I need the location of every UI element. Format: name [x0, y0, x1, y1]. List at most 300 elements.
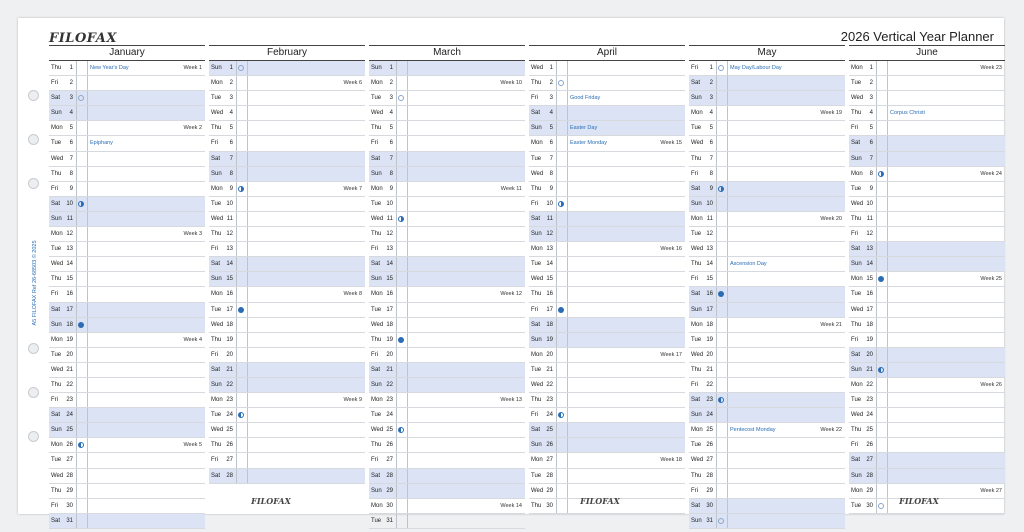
- day-row[interactable]: [369, 318, 525, 333]
- day-row[interactable]: [849, 76, 1005, 91]
- last-quarter-moon-icon: [238, 412, 244, 418]
- day-row[interactable]: [49, 393, 205, 408]
- day-row[interactable]: [849, 212, 1005, 227]
- day-row[interactable]: [529, 136, 685, 151]
- weekday-label: Tue: [371, 306, 382, 313]
- day-row[interactable]: [529, 469, 685, 484]
- day-row[interactable]: [369, 469, 525, 484]
- day-row[interactable]: [209, 76, 365, 91]
- day-row[interactable]: [49, 333, 205, 348]
- column-divider: [87, 167, 88, 181]
- weekday-label: Wed: [691, 351, 704, 358]
- column-divider: [876, 438, 877, 452]
- day-row[interactable]: [529, 242, 685, 257]
- day-row[interactable]: [849, 287, 1005, 302]
- day-row[interactable]: [849, 242, 1005, 257]
- day-row[interactable]: [49, 499, 205, 514]
- column-divider: [887, 91, 888, 105]
- day-number: 29: [706, 487, 713, 494]
- column-divider: [727, 61, 728, 75]
- day-row[interactable]: [209, 121, 365, 136]
- column-divider: [876, 242, 877, 256]
- day-row[interactable]: [529, 61, 685, 76]
- day-row[interactable]: [209, 227, 365, 242]
- day-row[interactable]: [689, 469, 845, 484]
- day-row[interactable]: [369, 136, 525, 151]
- day-row[interactable]: [369, 91, 525, 106]
- day-row[interactable]: [849, 378, 1005, 393]
- day-row[interactable]: [369, 106, 525, 121]
- day-row[interactable]: [369, 499, 525, 514]
- weekday-label: Wed: [371, 215, 384, 222]
- day-row[interactable]: [369, 287, 525, 302]
- column-divider: [716, 287, 717, 301]
- weekday-label: Wed: [51, 472, 64, 479]
- day-number: 7: [69, 155, 73, 162]
- day-row[interactable]: [209, 423, 365, 438]
- day-number: 22: [706, 381, 713, 388]
- column-divider: [716, 91, 717, 105]
- column-divider: [887, 197, 888, 211]
- weekday-label: Mon: [371, 185, 383, 192]
- weekday-label: Thu: [51, 276, 62, 283]
- day-row[interactable]: [529, 303, 685, 318]
- column-divider: [567, 106, 568, 120]
- day-row[interactable]: [689, 303, 845, 318]
- day-row[interactable]: [49, 318, 205, 333]
- column-divider: [247, 287, 248, 301]
- week-number: Week 22: [820, 427, 842, 434]
- day-row[interactable]: [49, 121, 205, 136]
- day-row[interactable]: [529, 121, 685, 136]
- weekday-label: Tue: [531, 261, 542, 268]
- day-row[interactable]: [849, 333, 1005, 348]
- column-divider: [247, 91, 248, 105]
- column-divider: [887, 182, 888, 196]
- day-number: 6: [549, 140, 553, 147]
- day-row[interactable]: [209, 469, 365, 484]
- column-divider: [716, 136, 717, 150]
- day-row[interactable]: [209, 152, 365, 167]
- day-row[interactable]: [529, 212, 685, 227]
- day-row[interactable]: [369, 152, 525, 167]
- day-number: 28: [66, 472, 73, 479]
- column-divider: [567, 257, 568, 271]
- weekday-label: Mon: [51, 336, 63, 343]
- weekday-label: Mon: [531, 351, 543, 358]
- column-divider: [247, 106, 248, 120]
- day-row[interactable]: [849, 393, 1005, 408]
- day-row[interactable]: [209, 318, 365, 333]
- column-divider: [87, 484, 88, 498]
- day-number: 18: [386, 321, 393, 328]
- day-number: 13: [546, 246, 553, 253]
- day-row[interactable]: [529, 378, 685, 393]
- day-row[interactable]: [209, 287, 365, 302]
- day-row[interactable]: [49, 242, 205, 257]
- column-divider: [876, 363, 877, 377]
- day-row[interactable]: [209, 363, 365, 378]
- day-row[interactable]: [49, 106, 205, 121]
- day-row[interactable]: [849, 408, 1005, 423]
- day-row[interactable]: [849, 121, 1005, 136]
- column-divider: [247, 469, 248, 483]
- day-row[interactable]: [209, 272, 365, 287]
- day-row[interactable]: [209, 303, 365, 318]
- weekday-label: Sun: [531, 125, 542, 132]
- day-row[interactable]: [689, 514, 845, 529]
- day-row[interactable]: [369, 257, 525, 272]
- day-row[interactable]: [529, 257, 685, 272]
- day-row[interactable]: [849, 453, 1005, 468]
- day-row[interactable]: [209, 182, 365, 197]
- day-row[interactable]: [209, 136, 365, 151]
- day-row[interactable]: [49, 484, 205, 499]
- column-divider: [716, 348, 717, 362]
- column-divider: [247, 257, 248, 271]
- weekday-label: Tue: [211, 95, 222, 102]
- day-row[interactable]: [369, 363, 525, 378]
- column-divider: [876, 106, 877, 120]
- day-row[interactable]: [689, 484, 845, 499]
- column-divider: [247, 136, 248, 150]
- weekday-label: Sun: [51, 427, 62, 434]
- column-divider: [396, 182, 397, 196]
- day-row[interactable]: [849, 91, 1005, 106]
- day-row[interactable]: [209, 61, 365, 76]
- day-row[interactable]: [529, 318, 685, 333]
- column-divider: [87, 136, 88, 150]
- day-row[interactable]: [369, 453, 525, 468]
- day-row[interactable]: [849, 363, 1005, 378]
- day-row[interactable]: [689, 272, 845, 287]
- day-number: 1: [229, 65, 233, 71]
- day-row[interactable]: [849, 136, 1005, 151]
- punch-hole: [28, 90, 39, 101]
- day-number: 28: [546, 472, 553, 479]
- day-row[interactable]: [689, 91, 845, 106]
- day-row[interactable]: [529, 167, 685, 182]
- column-divider: [727, 333, 728, 347]
- day-row[interactable]: [689, 453, 845, 468]
- day-row[interactable]: [49, 167, 205, 182]
- day-row[interactable]: [529, 76, 685, 91]
- day-row[interactable]: [369, 514, 525, 529]
- day-row[interactable]: [849, 438, 1005, 453]
- day-row[interactable]: [49, 212, 205, 227]
- day-row[interactable]: [849, 423, 1005, 438]
- day-row[interactable]: [689, 182, 845, 197]
- day-row[interactable]: [369, 333, 525, 348]
- day-row[interactable]: [369, 61, 525, 76]
- day-number: 6: [709, 140, 713, 147]
- day-row[interactable]: [369, 197, 525, 212]
- column-divider: [87, 408, 88, 422]
- day-row[interactable]: [529, 182, 685, 197]
- day-row[interactable]: [849, 61, 1005, 76]
- day-row[interactable]: [849, 272, 1005, 287]
- weekday-label: Mon: [211, 397, 223, 404]
- new-moon-icon: [238, 65, 244, 71]
- column-divider: [556, 469, 557, 483]
- weekday-label: Sun: [211, 170, 222, 177]
- week-number: Week 11: [500, 185, 522, 192]
- column-divider: [396, 152, 397, 166]
- column-divider: [87, 287, 88, 301]
- day-number: 6: [69, 140, 73, 147]
- day-row[interactable]: [689, 152, 845, 167]
- day-row[interactable]: [209, 453, 365, 468]
- day-row[interactable]: [849, 348, 1005, 363]
- day-row[interactable]: [689, 438, 845, 453]
- day-number: 21: [866, 366, 873, 373]
- day-row[interactable]: [689, 61, 845, 76]
- day-row[interactable]: [209, 197, 365, 212]
- day-row[interactable]: [209, 438, 365, 453]
- day-row[interactable]: [49, 227, 205, 242]
- column-divider: [876, 484, 877, 498]
- day-row[interactable]: [49, 514, 205, 529]
- day-row[interactable]: [209, 378, 365, 393]
- day-number: 2: [709, 80, 713, 87]
- day-row[interactable]: [369, 348, 525, 363]
- day-row[interactable]: [849, 469, 1005, 484]
- column-divider: [887, 363, 888, 377]
- day-number: 11: [706, 215, 713, 222]
- day-row[interactable]: [529, 453, 685, 468]
- weekday-label: Wed: [531, 65, 544, 71]
- day-row[interactable]: [49, 378, 205, 393]
- day-number: 19: [546, 336, 553, 343]
- day-row[interactable]: [689, 167, 845, 182]
- day-row[interactable]: [49, 408, 205, 423]
- day-row[interactable]: [529, 393, 685, 408]
- day-number: 10: [66, 200, 73, 207]
- day-row[interactable]: [369, 242, 525, 257]
- day-number: 24: [226, 412, 233, 419]
- day-row[interactable]: [689, 378, 845, 393]
- day-number: 23: [706, 397, 713, 404]
- holiday-label: New Year's Day: [90, 64, 129, 71]
- day-row[interactable]: [369, 303, 525, 318]
- day-row[interactable]: [529, 408, 685, 423]
- day-row[interactable]: [49, 61, 205, 76]
- day-row[interactable]: [369, 167, 525, 182]
- column-divider: [887, 378, 888, 392]
- day-row[interactable]: [369, 378, 525, 393]
- column-divider: [396, 242, 397, 256]
- day-row[interactable]: [209, 257, 365, 272]
- day-number: 20: [226, 351, 233, 358]
- day-row[interactable]: [369, 227, 525, 242]
- day-row[interactable]: [529, 106, 685, 121]
- weekday-label: Wed: [531, 381, 544, 388]
- day-row[interactable]: [369, 484, 525, 499]
- day-row[interactable]: [49, 76, 205, 91]
- column-divider: [716, 61, 717, 75]
- column-divider: [396, 167, 397, 181]
- day-row[interactable]: [529, 333, 685, 348]
- day-row[interactable]: [369, 393, 525, 408]
- day-row[interactable]: [849, 106, 1005, 121]
- day-row[interactable]: [689, 257, 845, 272]
- day-row[interactable]: [49, 272, 205, 287]
- column-divider: [76, 257, 77, 271]
- day-row[interactable]: [849, 152, 1005, 167]
- day-row[interactable]: [209, 91, 365, 106]
- day-row[interactable]: [369, 76, 525, 91]
- day-row[interactable]: [689, 408, 845, 423]
- day-number: 18: [866, 321, 873, 328]
- day-number: 13: [386, 246, 393, 253]
- column-divider: [407, 152, 408, 166]
- column-divider: [87, 333, 88, 347]
- day-row[interactable]: [849, 167, 1005, 182]
- day-row[interactable]: [49, 136, 205, 151]
- day-row[interactable]: [849, 318, 1005, 333]
- column-divider: [236, 393, 237, 407]
- column-divider: [76, 197, 77, 211]
- day-row[interactable]: [49, 182, 205, 197]
- weekday-label: Thu: [691, 366, 702, 373]
- day-row[interactable]: [49, 453, 205, 468]
- day-row[interactable]: [209, 242, 365, 257]
- column-divider: [247, 167, 248, 181]
- day-number: 6: [869, 140, 873, 147]
- day-row[interactable]: [849, 197, 1005, 212]
- day-row[interactable]: [689, 318, 845, 333]
- day-row[interactable]: [689, 197, 845, 212]
- day-number: 26: [546, 442, 553, 449]
- day-row[interactable]: [689, 212, 845, 227]
- day-row[interactable]: [529, 287, 685, 302]
- day-row[interactable]: [529, 363, 685, 378]
- day-row[interactable]: [689, 121, 845, 136]
- column-divider: [876, 197, 877, 211]
- column-divider: [407, 136, 408, 150]
- weekday-label: Fri: [531, 200, 538, 207]
- column-divider: [567, 76, 568, 90]
- column-divider: [87, 257, 88, 271]
- day-row[interactable]: [689, 423, 845, 438]
- weekday-label: Fri: [691, 65, 698, 71]
- day-row[interactable]: [849, 257, 1005, 272]
- weekday-label: Wed: [211, 215, 224, 222]
- day-row[interactable]: [529, 438, 685, 453]
- day-row[interactable]: [849, 182, 1005, 197]
- day-row[interactable]: [689, 136, 845, 151]
- column-divider: [247, 272, 248, 286]
- weekday-label: Fri: [371, 351, 378, 358]
- day-row[interactable]: [49, 257, 205, 272]
- weekday-label: Wed: [851, 412, 864, 419]
- day-row[interactable]: [49, 363, 205, 378]
- day-row[interactable]: [209, 167, 365, 182]
- day-row[interactable]: [849, 227, 1005, 242]
- column-divider: [87, 499, 88, 513]
- day-row[interactable]: [369, 423, 525, 438]
- column-divider: [716, 423, 717, 437]
- column-divider: [236, 91, 237, 105]
- day-number: 11: [546, 215, 553, 222]
- day-row[interactable]: [49, 469, 205, 484]
- day-row[interactable]: [49, 91, 205, 106]
- day-row[interactable]: [689, 76, 845, 91]
- day-row[interactable]: [529, 91, 685, 106]
- day-number: 10: [386, 200, 393, 207]
- day-row[interactable]: [529, 272, 685, 287]
- day-row[interactable]: [49, 423, 205, 438]
- day-row[interactable]: [209, 348, 365, 363]
- day-row[interactable]: [209, 106, 365, 121]
- column-divider: [567, 167, 568, 181]
- day-row[interactable]: [49, 197, 205, 212]
- day-row[interactable]: [529, 152, 685, 167]
- day-row[interactable]: [369, 272, 525, 287]
- column-divider: [396, 303, 397, 317]
- day-row[interactable]: [369, 438, 525, 453]
- day-row[interactable]: [529, 348, 685, 363]
- day-row[interactable]: [369, 408, 525, 423]
- column-divider: [247, 61, 248, 75]
- day-row[interactable]: [209, 408, 365, 423]
- day-row[interactable]: [49, 287, 205, 302]
- day-row[interactable]: [49, 348, 205, 363]
- day-row[interactable]: [689, 106, 845, 121]
- column-divider: [87, 227, 88, 241]
- weekday-label: Sun: [851, 366, 862, 373]
- column-divider: [407, 453, 408, 467]
- day-row[interactable]: [689, 287, 845, 302]
- month-header: May: [689, 45, 845, 61]
- side-reference-text: A5 FILOFAX Ref 26-68503 © 2025: [32, 240, 38, 326]
- day-number: 12: [546, 231, 553, 238]
- day-row[interactable]: [369, 121, 525, 136]
- day-row[interactable]: [209, 333, 365, 348]
- day-row[interactable]: [209, 212, 365, 227]
- weekday-label: Mon: [691, 321, 703, 328]
- day-row[interactable]: [209, 393, 365, 408]
- day-row[interactable]: [689, 363, 845, 378]
- day-row[interactable]: [49, 438, 205, 453]
- day-row[interactable]: [529, 227, 685, 242]
- day-row[interactable]: [49, 152, 205, 167]
- day-row[interactable]: [49, 303, 205, 318]
- full-moon-icon: [398, 337, 404, 343]
- day-row[interactable]: [849, 303, 1005, 318]
- day-row[interactable]: [689, 499, 845, 514]
- day-row[interactable]: [529, 197, 685, 212]
- day-row[interactable]: [369, 212, 525, 227]
- day-row[interactable]: [689, 227, 845, 242]
- day-row[interactable]: [529, 423, 685, 438]
- weekday-label: Tue: [211, 412, 222, 419]
- day-row[interactable]: [689, 242, 845, 257]
- day-number: 3: [869, 95, 873, 102]
- weekday-label: Tue: [51, 140, 62, 147]
- day-number: 22: [226, 381, 233, 388]
- day-row[interactable]: [689, 333, 845, 348]
- day-row[interactable]: [369, 182, 525, 197]
- column-divider: [567, 484, 568, 498]
- column-divider: [727, 121, 728, 135]
- column-divider: [887, 333, 888, 347]
- day-row[interactable]: [689, 393, 845, 408]
- holiday-label: Good Friday: [570, 94, 601, 101]
- day-number: 25: [226, 427, 233, 434]
- column-divider: [716, 257, 717, 271]
- day-row[interactable]: [689, 348, 845, 363]
